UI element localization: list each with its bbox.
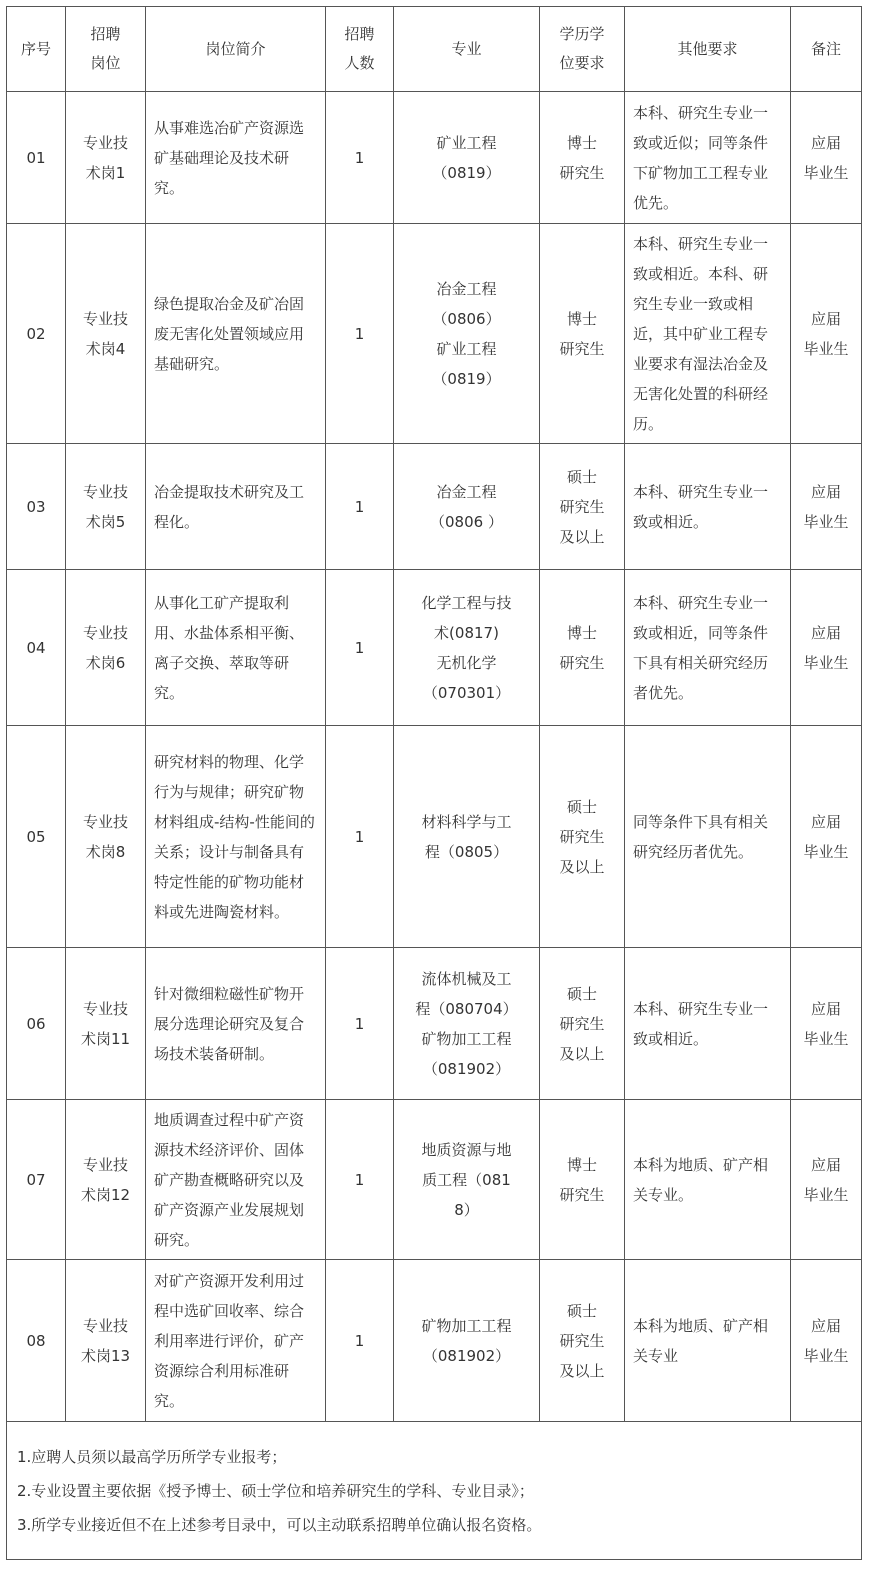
- cell-text: 质工程（081: [422, 1170, 511, 1189]
- cell-text: （0819）: [432, 369, 501, 388]
- position-cell: [66, 224, 146, 444]
- note-line: 1.应聘人员须以最高学历所学专业报考；: [17, 1447, 287, 1466]
- cell-text: 博士: [566, 133, 597, 152]
- count-cell: [326, 948, 394, 1100]
- cell-text: 博士: [566, 623, 597, 642]
- education-cell: [540, 444, 625, 570]
- notes-row: [7, 1422, 862, 1560]
- cell-text: 专业技: [82, 482, 128, 501]
- cell-text: 硕士: [566, 1301, 597, 1320]
- cell-text: 冶金工程: [436, 279, 497, 298]
- remark-cell: [791, 92, 862, 224]
- notes-cell: [7, 1422, 862, 1560]
- seq-cell: [7, 224, 66, 444]
- cell-text: 术岗12: [80, 1185, 131, 1204]
- table-row: [7, 948, 862, 1100]
- cell-text: （0806）: [432, 309, 501, 328]
- intro-cell: [146, 1260, 326, 1422]
- cell-text: 及以上: [559, 1044, 605, 1063]
- cell-text: 矿物加工工程: [421, 1316, 512, 1335]
- cell-text: 应届: [810, 309, 841, 328]
- cell-text: 术岗11: [80, 1029, 131, 1048]
- intro-cell: [146, 726, 326, 948]
- remark-cell: [791, 444, 862, 570]
- table-row: [7, 92, 862, 224]
- cell-text: 研究生: [559, 339, 605, 358]
- cell-text: 应届: [810, 1316, 841, 1335]
- cell-text: 研究生: [559, 497, 605, 516]
- count-cell: [326, 570, 394, 726]
- cell-text: 术岗8: [85, 842, 126, 861]
- cell-text: 绿色提取冶金及矿冶固废无害化处置领域应用基础研究。: [154, 294, 305, 373]
- count-cell: [326, 1100, 394, 1260]
- remark-cell: [791, 726, 862, 948]
- cell-text: 硕士: [566, 984, 597, 1003]
- table-row: [7, 726, 862, 948]
- seq-cell: [7, 1100, 66, 1260]
- cell-text: 毕业生: [803, 512, 849, 531]
- cell-text: 毕业生: [803, 339, 849, 358]
- cell-text: 冶金提取技术研究及工程化。: [154, 482, 305, 531]
- position-cell: [66, 570, 146, 726]
- cell-text: 毕业生: [803, 1346, 849, 1365]
- cell-text: 针对微细粒磁性矿物开展分选理论研究及复合场技术装备研制。: [154, 984, 305, 1063]
- header-major: 专业: [394, 7, 540, 92]
- cell-text: （070301）: [422, 683, 511, 702]
- cell-text: 毕业生: [803, 1029, 849, 1048]
- cell-text: 8）: [454, 1200, 479, 1219]
- cell-text: 应届: [810, 1155, 841, 1174]
- cell-text: 专业技: [82, 812, 128, 831]
- table-row: [7, 444, 862, 570]
- header-other: 其他要求: [625, 7, 791, 92]
- header-education: 学历学 位要求: [540, 7, 625, 92]
- cell-text: 研究生: [559, 827, 605, 846]
- cell-text: 1: [354, 1331, 365, 1350]
- cell-text: （0819）: [432, 163, 501, 182]
- table-row: [7, 1260, 862, 1422]
- seq-cell: [7, 92, 66, 224]
- other-requirements-cell: [625, 224, 791, 444]
- cell-text: 08: [26, 1331, 46, 1350]
- cell-text: 术(0817): [434, 623, 499, 642]
- education-cell: [540, 92, 625, 224]
- cell-text: 专业技: [82, 1316, 128, 1335]
- count-cell: [326, 92, 394, 224]
- intro-cell: [146, 1100, 326, 1260]
- cell-text: 应届: [810, 999, 841, 1018]
- position-cell: [66, 92, 146, 224]
- cell-text: 06: [26, 1014, 46, 1033]
- header-remark: 备注: [791, 7, 862, 92]
- cell-text: 及以上: [559, 527, 605, 546]
- intro-cell: [146, 570, 326, 726]
- cell-text: 研究生: [559, 1331, 605, 1350]
- education-cell: [540, 1260, 625, 1422]
- major-cell: [394, 224, 540, 444]
- seq-cell: [7, 726, 66, 948]
- seq-cell: [7, 948, 66, 1100]
- cell-text: 矿业工程: [436, 339, 497, 358]
- recruitment-table: [6, 6, 862, 1560]
- cell-text: 1: [354, 827, 365, 846]
- position-cell: [66, 1260, 146, 1422]
- cell-text: 本科、研究生专业一致或相近。: [633, 999, 769, 1048]
- other-requirements-cell: [625, 1260, 791, 1422]
- cell-text: 05: [26, 827, 46, 846]
- count-cell: [326, 224, 394, 444]
- cell-text: 毕业生: [803, 163, 849, 182]
- cell-text: 本科、研究生专业一致或近似；同等条件下矿物加工工程专业优先。: [633, 103, 769, 212]
- cell-text: 流体机械及工: [421, 969, 512, 988]
- cell-text: 术岗13: [80, 1346, 131, 1365]
- cell-text: 矿物加工工程: [421, 1029, 512, 1048]
- remark-cell: [791, 948, 862, 1100]
- cell-text: 专业技: [82, 623, 128, 642]
- cell-text: 应届: [810, 623, 841, 642]
- cell-text: 术岗1: [85, 163, 126, 182]
- cell-text: 地质资源与地: [421, 1140, 512, 1159]
- cell-text: 本科、研究生专业一致或相近。: [633, 482, 769, 531]
- cell-text: 化学工程与技: [421, 593, 512, 612]
- cell-text: 无机化学: [436, 653, 497, 672]
- cell-text: 程（080704）: [415, 999, 518, 1018]
- cell-text: 及以上: [559, 1361, 605, 1380]
- seq-cell: [7, 1260, 66, 1422]
- cell-text: 1: [354, 497, 365, 516]
- note-line: 3.所学专业接近但不在上述参考目录中，可以主动联系招聘单位确认报名资格。: [17, 1515, 542, 1534]
- intro-cell: [146, 948, 326, 1100]
- cell-text: 研究生: [559, 1185, 605, 1204]
- cell-text: 本科、研究生专业一致或相近，同等条件下具有相关研究经历者优先。: [633, 593, 769, 702]
- major-cell: [394, 726, 540, 948]
- cell-text: 1: [354, 1170, 365, 1189]
- cell-text: 术岗6: [85, 653, 126, 672]
- other-requirements-cell: [625, 1100, 791, 1260]
- education-cell: [540, 224, 625, 444]
- cell-text: 应届: [810, 482, 841, 501]
- cell-text: 矿业工程: [436, 133, 497, 152]
- cell-text: 研究生: [559, 653, 605, 672]
- table-row: [7, 224, 862, 444]
- cell-text: 毕业生: [803, 842, 849, 861]
- note-line: 2.专业设置主要依据《授予博士、硕士学位和培养研究生的学科、专业目录》；: [17, 1481, 534, 1500]
- other-requirements-cell: [625, 92, 791, 224]
- cell-text: 冶金工程: [436, 482, 497, 501]
- intro-cell: [146, 224, 326, 444]
- table-row: [7, 570, 862, 726]
- cell-text: 专业技: [82, 133, 128, 152]
- cell-text: 研究生: [559, 163, 605, 182]
- cell-text: 1: [354, 638, 365, 657]
- other-requirements-cell: [625, 948, 791, 1100]
- count-cell: [326, 726, 394, 948]
- cell-text: 07: [26, 1170, 46, 1189]
- position-cell: [66, 726, 146, 948]
- education-cell: [540, 948, 625, 1100]
- education-cell: [540, 570, 625, 726]
- cell-text: （081902）: [422, 1059, 511, 1078]
- cell-text: 材料科学与工: [421, 812, 512, 831]
- cell-text: 研究生: [559, 1014, 605, 1033]
- cell-text: 1: [354, 148, 365, 167]
- position-cell: [66, 444, 146, 570]
- cell-text: 1: [354, 1014, 365, 1033]
- education-cell: [540, 726, 625, 948]
- cell-text: 研究材料的物理、化学行为与规律；研究矿物材料组成-结构-性能间的关系；设计与制备具有特定性能的矿物功能材料或先进陶瓷材料。: [154, 752, 315, 921]
- major-cell: [394, 1100, 540, 1260]
- education-cell: [540, 1100, 625, 1260]
- intro-cell: [146, 92, 326, 224]
- major-cell: [394, 1260, 540, 1422]
- major-cell: [394, 570, 540, 726]
- remark-cell: [791, 570, 862, 726]
- cell-text: 博士: [566, 309, 597, 328]
- cell-text: 同等条件下具有相关研究经历者优先。: [633, 812, 769, 861]
- cell-text: 03: [26, 497, 46, 516]
- cell-text: 硕士: [566, 797, 597, 816]
- cell-text: 地质调查过程中矿产资源技术经济评价、固体矿产勘查概略研究以及矿产资源产业发展规划研究。: [154, 1110, 305, 1249]
- cell-text: （0806 ）: [430, 512, 503, 531]
- cell-text: 博士: [566, 1155, 597, 1174]
- cell-text: 应届: [810, 133, 841, 152]
- cell-text: 专业技: [82, 309, 128, 328]
- other-requirements-cell: [625, 726, 791, 948]
- cell-text: 应届: [810, 812, 841, 831]
- cell-text: （081902）: [422, 1346, 511, 1365]
- header-row: [7, 7, 862, 92]
- cell-text: 04: [26, 638, 46, 657]
- cell-text: 及以上: [559, 857, 605, 876]
- position-cell: [66, 948, 146, 1100]
- cell-text: 专业技: [82, 999, 128, 1018]
- other-requirements-cell: [625, 444, 791, 570]
- cell-text: 硕士: [566, 467, 597, 486]
- cell-text: 专业技: [82, 1155, 128, 1174]
- cell-text: 从事化工矿产提取利用、水盐体系相平衡、离子交换、萃取等研究。: [154, 593, 305, 702]
- header-count: 招聘 人数: [326, 7, 394, 92]
- cell-text: 1: [354, 324, 365, 343]
- header-seq: 序号: [7, 7, 66, 92]
- cell-text: 对矿产资源开发利用过程中选矿回收率、综合利用率进行评价，矿产资源综合利用标准研究。: [154, 1271, 305, 1410]
- major-cell: [394, 444, 540, 570]
- cell-text: 本科为地质、矿产相关专业。: [633, 1155, 769, 1204]
- count-cell: [326, 1260, 394, 1422]
- count-cell: [326, 444, 394, 570]
- remark-cell: [791, 224, 862, 444]
- major-cell: [394, 92, 540, 224]
- seq-cell: [7, 570, 66, 726]
- other-requirements-cell: [625, 570, 791, 726]
- cell-text: 从事难选冶矿产资源选矿基础理论及技术研究。: [154, 118, 305, 197]
- header-intro: 岗位简介: [146, 7, 326, 92]
- header-position: 招聘 岗位: [66, 7, 146, 92]
- cell-text: 02: [26, 324, 46, 343]
- position-cell: [66, 1100, 146, 1260]
- table-row: [7, 1100, 862, 1260]
- cell-text: 本科为地质、矿产相关专业: [633, 1316, 769, 1365]
- cell-text: 术岗4: [85, 339, 126, 358]
- remark-cell: [791, 1100, 862, 1260]
- cell-text: 毕业生: [803, 1185, 849, 1204]
- cell-text: 01: [26, 148, 46, 167]
- cell-text: 本科、研究生专业一致或相近。本科、研究生专业一致或相近，其中矿业工程专业要求有湿法冶金及无害化处置的科研经历。: [633, 234, 769, 433]
- cell-text: 术岗5: [85, 512, 126, 531]
- major-cell: [394, 948, 540, 1100]
- remark-cell: [791, 1260, 862, 1422]
- cell-text: 毕业生: [803, 653, 849, 672]
- cell-text: 程（0805）: [424, 842, 509, 861]
- seq-cell: [7, 444, 66, 570]
- intro-cell: [146, 444, 326, 570]
